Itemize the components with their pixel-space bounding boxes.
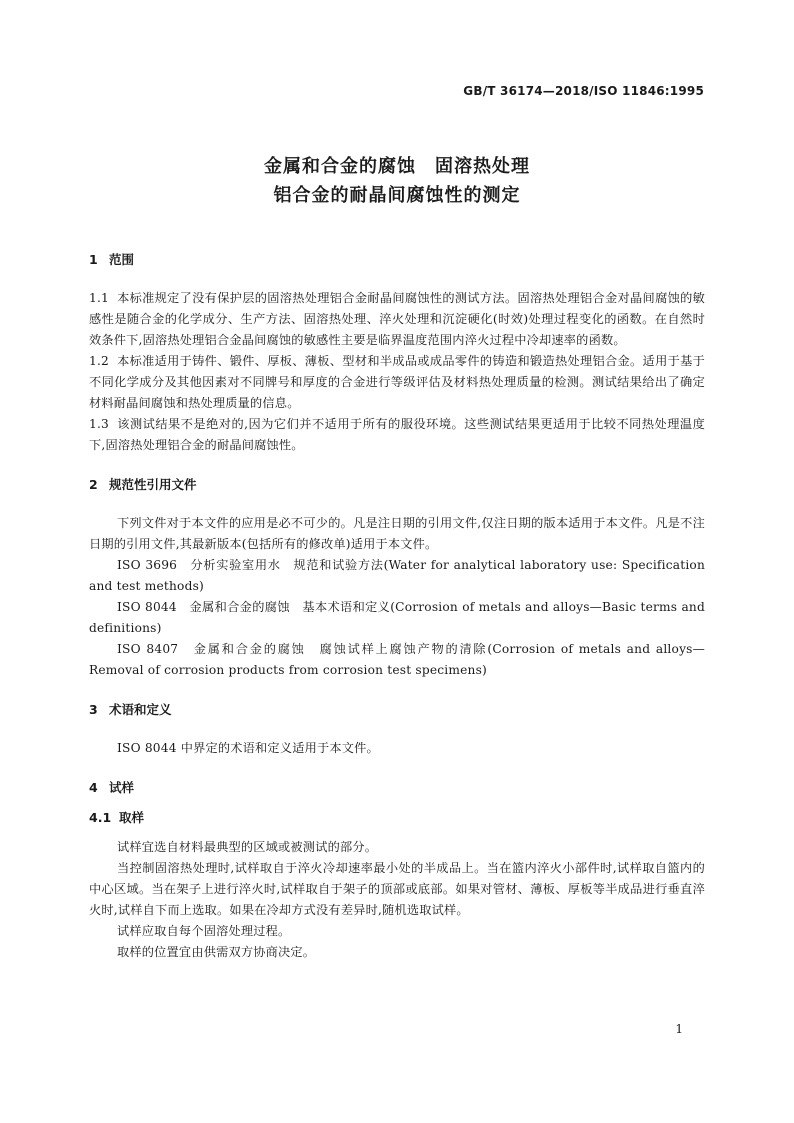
sampling-paragraph: 试样应取自每个固溶处理过程。 [117, 924, 291, 938]
clause-1-1 [89, 288, 705, 351]
subsection-4-1-heading [89, 807, 705, 828]
title-line-1: 金属和合金的腐蚀 固溶热处理 [264, 156, 530, 177]
section-number: 1 [89, 252, 98, 267]
clause-1-2 [89, 351, 705, 414]
section-number: 4 [89, 780, 98, 795]
section-title: 规范性引用文件 [109, 477, 197, 492]
section-4-heading [89, 777, 705, 798]
clause-number: 1.3 [89, 417, 109, 431]
terms-text: ISO 8044 中界定的术语和定义适用于本文件。 [117, 741, 379, 755]
clause-number: 1.2 [89, 354, 109, 368]
section-title: 试样 [109, 780, 135, 795]
references-intro: 下列文件对于本文件的应用是必不可少的。凡是注日期的引用文件,仅注日期的版本适用于本文件。凡是不注日期的引用文件,其最新版本(包括所有的修改单)适用于本文件。 [89, 516, 705, 551]
section-number: 3 [89, 702, 98, 717]
document-body [89, 249, 705, 963]
section-number: 2 [89, 477, 98, 492]
section-1-heading [89, 249, 705, 270]
reference-item: ISO 8044 金属和合金的腐蚀 基本术语和定义(Corrosion of metals and alloys—Basic terms and definitions) [89, 600, 705, 635]
reference-item: ISO 8407 金属和合金的腐蚀 腐蚀试样上腐蚀产物的清除(Corrosion of metals and alloys—Removal of corrosion products from corrosion test specimens) [89, 642, 705, 677]
clause-text: 本标准适用于铸件、锻件、厚板、薄板、型材和半成品或成品零件的铸造和锻造热处理铝合金。适用于基于不同化学成分及其他因素对不同牌号和厚度的合金进行等级评估及材料热处理质量的检测。测试结果给出了确定材料耐晶间腐蚀和热处理质量的信息。 [89, 354, 705, 410]
clause-text: 该测试结果不是绝对的,因为它们并不适用于所有的服役环境。这些测试结果更适用于比较不同热处理温度下,固溶热处理铝合金的耐晶间腐蚀性。 [89, 417, 705, 452]
page-number: 1 [675, 1022, 683, 1036]
sampling-paragraph: 试样宜选自材料最典型的区域或被测试的部分。 [117, 840, 378, 854]
document-title [0, 152, 794, 210]
section-title: 术语和定义 [109, 702, 172, 717]
standard-code: GB/T 36174—2018/ISO 11846:1995 [463, 84, 704, 98]
clause-text: 本标准规定了没有保护层的固溶热处理铝合金耐晶间腐蚀性的测试方法。固溶热处理铝合金对晶间腐蚀的敏感性是随合金的化学成分、生产方法、固溶热处理、淬火处理和沉淀硬化(时效)处理过程变化的函数。在自然时效条件下,固溶热处理铝合金晶间腐蚀的敏感性主要是临界温度范围内淬火过程中冷却速率的函数。 [89, 291, 705, 347]
title-line-2: 铝合金的耐晶间腐蚀性的测定 [273, 185, 521, 206]
sampling-paragraph: 取样的位置宜由供需双方协商决定。 [117, 945, 316, 959]
sampling-paragraph: 当控制固溶热处理时,试样取自于淬火冷却速率最小处的半成品上。当在篮内淬火小部件时,试样取自篮内的中心区域。当在架子上进行淬火时,试样取自于架子的顶部或底部。如果对管材、薄板、厚板等半成品进行垂直淬火时,试样自下而上选取。如果在冷却方式没有差异时,随机选取试样。 [89, 861, 705, 917]
subsection-title: 取样 [119, 810, 145, 825]
reference-item: ISO 3696 分析实验室用水 规范和试验方法(Water for analytical laboratory use: Specification and test methods) [89, 558, 705, 593]
clause-1-3 [89, 414, 705, 456]
section-title: 范围 [109, 252, 135, 267]
clause-number: 1.1 [89, 291, 109, 305]
section-3-heading [89, 699, 705, 720]
subsection-number: 4.1 [89, 810, 112, 825]
section-2-heading [89, 474, 705, 495]
